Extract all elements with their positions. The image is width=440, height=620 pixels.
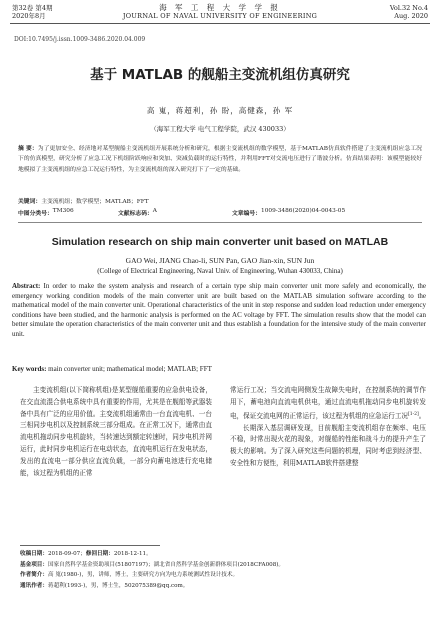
abstract-rule xyxy=(18,222,422,223)
received-dates: 收稿日期：2018-09-07；修回日期：2018-12-11。 xyxy=(20,551,152,557)
citation: [1-2] xyxy=(408,411,419,417)
title-en: Simulation research on ship main converter unit based on MATLAB xyxy=(51,236,389,248)
abstract-en xyxy=(12,282,426,340)
keywords-en xyxy=(12,365,426,373)
abstract-en-label: Abstract: xyxy=(12,282,41,290)
abstract-en-text: In order to make the system analysis and research of a certain type ship main converter unit more safely and economically, the emergency working condition models of the main converter unit are built based on the MATLAB simulation software according to the mathematical model of the main converter unit. Operational characteristics of the unit in step response and sudden load reduction under emergency conditions have been studied, and the harmonic analysis is performed on the AC voltage by FFT. The simulation results show that the model can better simulate the operation characteristics of the main converter unit and thus establish a foundation for the intensive study of the main converter unit. xyxy=(12,282,426,338)
abstract-cn-label: 摘 要： xyxy=(18,146,38,152)
authors-en: GAO Wei, JIANG Chao-li, SUN Pan, GAO Jian-xin, SUN Jun xyxy=(125,256,315,265)
volume-issue: 第32卷 第4期 2020年8月 xyxy=(12,4,53,20)
body-column-left: 主变流机组(以下简称机组)是某型舰船重要的应急供电设备，在交直流混合供电系统中具有重要的作用，尤其是在舰船等武器装备中具有广泛的应用价值。主变流机组通常由一台直流电机、一台三相同步电机以及控制系统三部分组成。在正常工况下，通常由直流电机拖动同步电机旋转，当转速达到额定转速时，同步电机并网运行，此时同步电机运行在电动状态，直流电机运行在发电状态，发出的直流电一部分供应直流负载，一部分向蓄电池进行充电储能，该过程为机组的正常 xyxy=(20,386,212,477)
footnote-rule xyxy=(20,545,160,546)
volume-issue-en: Vol.32 No.4 Aug. 2020 xyxy=(389,4,428,20)
author-bio: 作者简介：高 嵬(1980-)，男，讲师，博士，主要研究方向为电力系统测试性设计技术。 xyxy=(20,572,239,578)
fund-note: 基金项目：国家自然科学基金资助项目(51807197)；湖北省自然科学基金创新群体项目(2018CFA008)。 xyxy=(20,561,285,568)
footnotes xyxy=(20,549,285,591)
doi: DOI:10.7495/j.issn.1009-3486.2020.04.009 xyxy=(14,36,146,43)
abstract-cn-text: 为了更加安全、经济地对某型舰船主变流机组开展系统分析和研究，根据主变流机组的数学模型，基于MATLAB仿真软件搭建了主变流机组应急工况下的仿真模型，研究分析了应急工况下机组阶跃响应和突加、突减负载时的运行特性，并利用FFT对交流电压进行了谐波分析。仿真结果表明：该模型能较好地模拟了主变流机组的应急工况运行特性，为主变流机组的深入研究打下了一定的基础。 xyxy=(18,146,422,173)
keywords-en-text: main converter unit; mathematical model; MATLAB; FFT xyxy=(48,365,212,373)
abstract-cn xyxy=(18,144,422,175)
body-paragraph-2: 长期深入基层调研发现，目前舰船主变流机组存在频率、电压不稳，时常出现火花的现象，对舰船的性能和战斗力的提升产生了极大的影响。为了深入研究这些问题的机理，同时考虑到经济型、安全性和方便性，利用MATLAB软件搭建整 xyxy=(230,423,426,467)
authors-cn: 高 嵬，蒋超利，孙 盼，高健森，孙 军 xyxy=(146,106,294,115)
affiliation-cn: （海军工程大学 电气工程学院，武汉 430033） xyxy=(150,125,290,133)
clc: 中图分类号： TM306 xyxy=(18,208,74,217)
article-number: 文章编号： 1009-3486(2020)04-0043-05 xyxy=(232,208,346,217)
keywords-en-label: Key words: xyxy=(12,365,47,373)
doc-code: 文献标志码： A xyxy=(118,208,157,217)
journal-name: 海 军 工 程 大 学 学 报 JOURNAL OF NAVAL UNIVERSITY OF ENGINEERING xyxy=(122,3,318,20)
corresponding-author: 通讯作者：蒋超利(1993-)，男，博士生，502075389@qq.com。 xyxy=(20,582,189,589)
keywords-cn-label: 关键词： xyxy=(18,199,42,205)
title-cn: 基于 MATLAB 的舰船主变流机组仿真研究 xyxy=(90,67,350,83)
body-paragraph-1: 常运行工况；当交流电网侧发生故障失电时，在控制系统的调节作用下，蓄电池向直流电机供电，通过直流电机拖动同步电机旋转发电，保证交流电网的正常运行，该过程为机组的应急运行工况[1-2]。 xyxy=(230,386,426,420)
body-column-right xyxy=(230,385,426,470)
header-rule xyxy=(10,23,430,24)
affiliation-en: (College of Electrical Engineering, Naval Univ. of Engineering, Wuhan 430033, China) xyxy=(97,267,343,275)
keywords-cn-text: 主变流机组；数学模型；MATLAB；FFT xyxy=(41,199,149,205)
keywords-cn xyxy=(18,196,422,205)
